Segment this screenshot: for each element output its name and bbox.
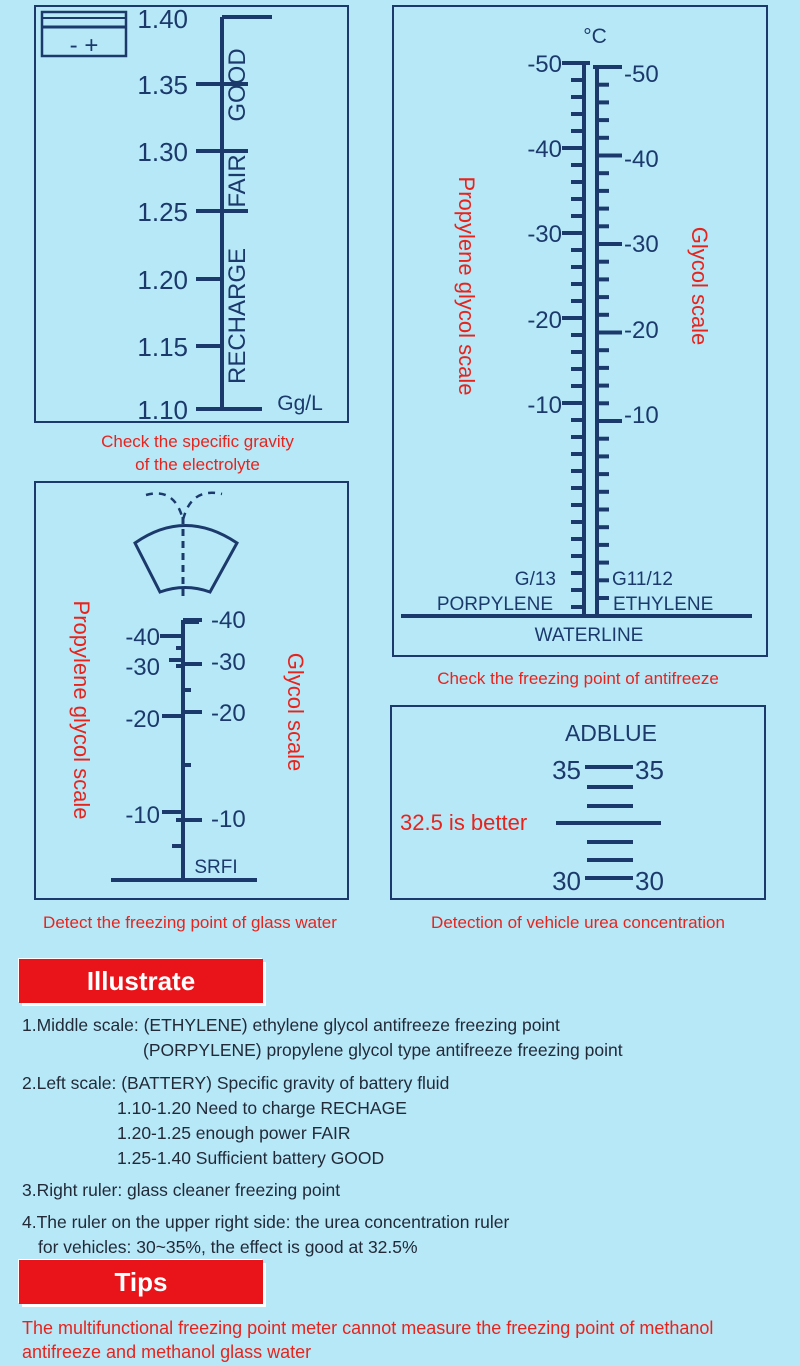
battery-unit-label: Gg/L [277, 392, 323, 415]
battery-value-label: 1.20 [137, 265, 188, 295]
antifreeze-right-scale-label: Glycol scale [687, 226, 712, 346]
battery-value-label: 1.15 [137, 332, 188, 362]
antifreeze-right-fluid: ETHYLENE [613, 594, 714, 615]
illustrate-heading: Illustrate [19, 959, 263, 1003]
glass-right-value: -20 [211, 700, 246, 727]
antifreeze-left-fluid: PORPYLENE [436, 594, 553, 615]
illustrate-item-1: 1.Middle scale: (ETHYLENE) ethylene glycol antifreeze freezing point [22, 1015, 560, 1035]
antifreeze-left-value: -10 [527, 392, 562, 419]
illustrate-item-1-sub: (PORPYLENE) propylene glycol type antifreeze freezing point [143, 1040, 623, 1060]
glass-left-value: -10 [125, 802, 160, 829]
urea-value: 35 [552, 755, 581, 785]
antifreeze-ticks [562, 63, 622, 607]
windshield-spray-icon [135, 493, 237, 596]
adblue-title: ADBLUE [564, 720, 658, 746]
battery-panel [35, 6, 348, 422]
glass-left-value: -40 [125, 624, 160, 651]
tips-heading: Tips [19, 1260, 263, 1304]
illustrate-item-2-sub: 1.10-1.20 Need to charge RECHAGE [117, 1098, 407, 1118]
battery-caption [35, 430, 360, 476]
battery-symbol: - + [69, 32, 99, 59]
glass-left-value: -30 [125, 654, 160, 681]
antifreeze-caption: Check the freezing point of antifreeze [437, 669, 719, 688]
antifreeze-left-value: -30 [527, 221, 562, 248]
illustrate-item-2: 2.Left scale: (BATTERY) Specific gravity of battery fluid [22, 1073, 450, 1093]
glass-right-value: -10 [211, 806, 246, 833]
urea-value: 35 [635, 755, 664, 785]
urea-caption: Detection of vehicle urea concentration [431, 913, 725, 932]
antifreeze-right-value: -30 [624, 231, 659, 258]
battery-caption-line: Check the specific gravity [101, 432, 294, 451]
illustrate-item-3: 3.Right ruler: glass cleaner freezing point [22, 1180, 341, 1200]
srfi-label: SRFI [194, 857, 238, 878]
battery-value-label: 1.10 [137, 395, 188, 425]
illustrate-item-2-sub: 1.20-1.25 enough power FAIR [117, 1123, 351, 1143]
antifreeze-right-code: G11/12 [612, 569, 673, 590]
tips-text: The multifunctional freezing point meter cannot measure the freezing point of methanol antifreeze and methanol glass water [22, 1318, 714, 1362]
antifreeze-left-value: -20 [527, 307, 562, 334]
urea-value: 30 [635, 866, 664, 896]
illustrate-item-2-sub: 1.25-1.40 Sufficient battery GOOD [117, 1148, 385, 1168]
illustrate-item-4: 4.The ruler on the upper right side: the urea concentration ruler [22, 1212, 510, 1232]
urea-value: 30 [552, 866, 581, 896]
battery-value-label: 1.35 [137, 70, 188, 100]
celsius-unit-label: °C [583, 25, 607, 48]
glass-left-value: -20 [125, 706, 160, 733]
battery-value-label: 1.40 [137, 4, 188, 34]
zone-label-recharge: RECHARGE [224, 247, 251, 385]
battery-value-label: 1.30 [137, 137, 188, 167]
illustrate-item-4-sub: for vehicles: 30~35%, the effect is good at 32.5% [38, 1237, 418, 1257]
battery-caption-line: of the electrolyte [135, 455, 260, 474]
glass-water-caption: Detect the freezing point of glass water [43, 913, 337, 932]
zone-label-fair: FAIR [224, 154, 251, 208]
antifreeze-left-value: -40 [527, 136, 562, 163]
glass-right-scale-label: Glycol scale [283, 652, 308, 772]
antifreeze-left-code: G/13 [514, 569, 556, 590]
antifreeze-right-value: -50 [624, 61, 659, 88]
zone-label-good: GOOD [224, 48, 251, 122]
antifreeze-right-value: -40 [624, 146, 659, 173]
battery-value-label: 1.25 [137, 197, 188, 227]
glass-right-value: -40 [211, 607, 246, 634]
waterline-label: WATERLINE [534, 625, 644, 646]
glass-left-scale-label: Propylene glycol scale [69, 600, 94, 820]
antifreeze-right-value: -20 [624, 317, 659, 344]
battery-icon [42, 12, 126, 59]
glass-right-value: -30 [211, 649, 246, 676]
antifreeze-right-value: -10 [624, 402, 659, 429]
urea-better-label: 32.5 is better [400, 810, 528, 835]
antifreeze-left-scale-label: Propylene glycol scale [454, 176, 479, 396]
antifreeze-left-value: -50 [527, 51, 562, 78]
